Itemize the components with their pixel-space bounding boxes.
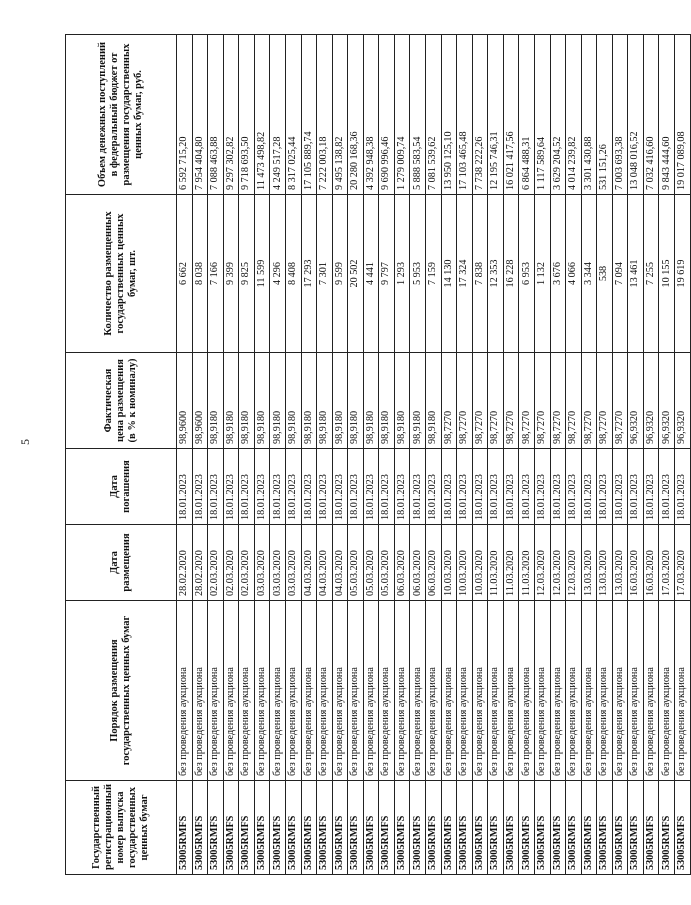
cell-price: 98,9180 <box>332 353 348 449</box>
cell-placement-order: без проведения аукциона <box>441 601 457 781</box>
cell-placement-date: 13.03.2020 <box>612 525 628 601</box>
cell-maturity-date: 18.01.2023 <box>597 449 613 525</box>
cell-reg-number: 53005RMFS <box>643 781 659 875</box>
cell-price: 98,7270 <box>597 353 613 449</box>
cell-quantity: 17 324 <box>457 195 473 353</box>
cell-maturity-date: 18.01.2023 <box>192 449 208 525</box>
cell-quantity: 10 155 <box>659 195 675 353</box>
cell-quantity: 538 <box>597 195 613 353</box>
cell-placement-date: 12.03.2020 <box>534 525 550 601</box>
header-maturity-date: Дата погашения <box>66 449 177 525</box>
cell-reg-number: 53005RMFS <box>394 781 410 875</box>
cell-reg-number: 53005RMFS <box>239 781 255 875</box>
cell-reg-number: 53005RMFS <box>177 781 193 875</box>
cell-proceeds: 9 690 996,46 <box>379 35 395 195</box>
cell-placement-order: без проведения аукциона <box>177 601 193 781</box>
cell-price: 98,9180 <box>254 353 270 449</box>
cell-maturity-date: 18.01.2023 <box>270 449 286 525</box>
cell-maturity-date: 18.01.2023 <box>426 449 442 525</box>
table-row <box>628 35 644 875</box>
cell-reg-number: 53005RMFS <box>192 781 208 875</box>
table-row <box>301 35 317 875</box>
cell-price: 98,9180 <box>301 353 317 449</box>
table-row <box>503 35 519 875</box>
table-row <box>410 35 426 875</box>
cell-placement-date: 03.03.2020 <box>285 525 301 601</box>
cell-proceeds: 17 105 889,74 <box>301 35 317 195</box>
securities-table <box>65 34 691 875</box>
cell-proceeds: 4 014 239,82 <box>566 35 582 195</box>
cell-price: 98,9180 <box>348 353 364 449</box>
cell-price: 98,7270 <box>441 353 457 449</box>
cell-placement-date: 13.03.2020 <box>581 525 597 601</box>
header-quantity: Количество размещенных государственных ценных бумаг, шт. <box>66 195 177 353</box>
cell-maturity-date: 18.01.2023 <box>348 449 364 525</box>
cell-maturity-date: 18.01.2023 <box>239 449 255 525</box>
header-placement-order: Порядок размещения государственных ценных бумаг <box>66 601 177 781</box>
table-row <box>270 35 286 875</box>
cell-proceeds: 20 280 168,36 <box>348 35 364 195</box>
cell-quantity: 4 066 <box>566 195 582 353</box>
cell-placement-date: 03.03.2020 <box>254 525 270 601</box>
cell-placement-order: без проведения аукциона <box>488 601 504 781</box>
rotated-table-container <box>65 35 688 875</box>
cell-placement-order: без проведения аукциона <box>410 601 426 781</box>
cell-quantity: 19 619 <box>675 195 691 353</box>
cell-placement-date: 11.03.2020 <box>488 525 504 601</box>
cell-maturity-date: 18.01.2023 <box>441 449 457 525</box>
cell-placement-order: без проведения аукциона <box>597 601 613 781</box>
cell-reg-number: 53005RMFS <box>270 781 286 875</box>
cell-maturity-date: 18.01.2023 <box>675 449 691 525</box>
cell-price: 98,7270 <box>488 353 504 449</box>
cell-placement-order: без проведения аукциона <box>301 601 317 781</box>
cell-placement-order: без проведения аукциона <box>208 601 224 781</box>
table-row <box>426 35 442 875</box>
cell-quantity: 9 825 <box>239 195 255 353</box>
table-row <box>223 35 239 875</box>
cell-proceeds: 9 495 138,82 <box>332 35 348 195</box>
cell-quantity: 8 408 <box>285 195 301 353</box>
table-row <box>581 35 597 875</box>
cell-price: 98,9180 <box>394 353 410 449</box>
table-row <box>285 35 301 875</box>
cell-quantity: 7 301 <box>317 195 333 353</box>
table-body <box>177 35 691 875</box>
cell-placement-date: 16.03.2020 <box>628 525 644 601</box>
cell-proceeds: 13 048 016,52 <box>628 35 644 195</box>
table-row <box>177 35 193 875</box>
cell-maturity-date: 18.01.2023 <box>208 449 224 525</box>
table-row <box>550 35 566 875</box>
cell-proceeds: 6 592 715,20 <box>177 35 193 195</box>
header-placement-date: Дата размещения <box>66 525 177 601</box>
cell-proceeds: 7 032 416,60 <box>643 35 659 195</box>
table-row <box>457 35 473 875</box>
cell-reg-number: 53005RMFS <box>612 781 628 875</box>
cell-placement-order: без проведения аукциона <box>223 601 239 781</box>
cell-quantity: 14 130 <box>441 195 457 353</box>
cell-quantity: 9 797 <box>379 195 395 353</box>
cell-proceeds: 9 843 444,60 <box>659 35 675 195</box>
cell-price: 98,7270 <box>457 353 473 449</box>
cell-quantity: 12 353 <box>488 195 504 353</box>
cell-placement-date: 04.03.2020 <box>301 525 317 601</box>
cell-placement-order: без проведения аукциона <box>363 601 379 781</box>
cell-price: 98,9180 <box>379 353 395 449</box>
cell-maturity-date: 18.01.2023 <box>379 449 395 525</box>
cell-placement-date: 10.03.2020 <box>441 525 457 601</box>
cell-maturity-date: 18.01.2023 <box>659 449 675 525</box>
cell-proceeds: 7 738 222,26 <box>472 35 488 195</box>
cell-placement-date: 12.03.2020 <box>566 525 582 601</box>
cell-price: 98,9180 <box>239 353 255 449</box>
cell-quantity: 20 502 <box>348 195 364 353</box>
cell-placement-order: без проведения аукциона <box>457 601 473 781</box>
cell-maturity-date: 18.01.2023 <box>550 449 566 525</box>
cell-reg-number: 53005RMFS <box>457 781 473 875</box>
cell-proceeds: 1 117 589,64 <box>534 35 550 195</box>
cell-placement-date: 05.03.2020 <box>379 525 395 601</box>
cell-maturity-date: 18.01.2023 <box>472 449 488 525</box>
cell-placement-date: 28.02.2020 <box>177 525 193 601</box>
cell-quantity: 4 296 <box>270 195 286 353</box>
cell-placement-order: без проведения аукциона <box>675 601 691 781</box>
cell-reg-number: 53005RMFS <box>675 781 691 875</box>
cell-proceeds: 12 195 746,31 <box>488 35 504 195</box>
table-row <box>379 35 395 875</box>
cell-maturity-date: 18.01.2023 <box>503 449 519 525</box>
cell-quantity: 6 662 <box>177 195 193 353</box>
cell-reg-number: 53005RMFS <box>581 781 597 875</box>
cell-placement-order: без проведения аукциона <box>472 601 488 781</box>
cell-placement-date: 11.03.2020 <box>519 525 535 601</box>
cell-maturity-date: 18.01.2023 <box>410 449 426 525</box>
table-row <box>317 35 333 875</box>
table-row <box>519 35 535 875</box>
cell-placement-date: 02.03.2020 <box>223 525 239 601</box>
cell-placement-date: 10.03.2020 <box>472 525 488 601</box>
cell-price: 98,9180 <box>223 353 239 449</box>
cell-placement-date: 28.02.2020 <box>192 525 208 601</box>
cell-proceeds: 11 473 498,82 <box>254 35 270 195</box>
cell-quantity: 9 399 <box>223 195 239 353</box>
cell-placement-order: без проведения аукциона <box>317 601 333 781</box>
cell-placement-date: 04.03.2020 <box>332 525 348 601</box>
cell-reg-number: 53005RMFS <box>254 781 270 875</box>
table-row <box>534 35 550 875</box>
cell-maturity-date: 18.01.2023 <box>177 449 193 525</box>
header-reg-number: Государственный регистрационный номер выпуска государственных ценных бумаг <box>66 781 177 875</box>
table-row <box>488 35 504 875</box>
cell-quantity: 3 344 <box>581 195 597 353</box>
cell-placement-date: 04.03.2020 <box>317 525 333 601</box>
cell-placement-order: без проведения аукциона <box>643 601 659 781</box>
cell-proceeds: 5 888 583,54 <box>410 35 426 195</box>
cell-reg-number: 53005RMFS <box>301 781 317 875</box>
table-row <box>472 35 488 875</box>
cell-placement-date: 16.03.2020 <box>643 525 659 601</box>
cell-maturity-date: 18.01.2023 <box>534 449 550 525</box>
cell-price: 98,7270 <box>534 353 550 449</box>
cell-placement-date: 12.03.2020 <box>550 525 566 601</box>
cell-reg-number: 53005RMFS <box>550 781 566 875</box>
cell-quantity: 5 953 <box>410 195 426 353</box>
cell-proceeds: 9 297 302,82 <box>223 35 239 195</box>
cell-price: 96,9320 <box>628 353 644 449</box>
cell-reg-number: 53005RMFS <box>519 781 535 875</box>
cell-price: 98,9600 <box>177 353 193 449</box>
cell-proceeds: 7 954 404,80 <box>192 35 208 195</box>
table-row <box>675 35 691 875</box>
table-row <box>332 35 348 875</box>
cell-reg-number: 53005RMFS <box>659 781 675 875</box>
cell-maturity-date: 18.01.2023 <box>581 449 597 525</box>
cell-quantity: 7 838 <box>472 195 488 353</box>
table-row <box>348 35 364 875</box>
cell-quantity: 16 228 <box>503 195 519 353</box>
table-row <box>254 35 270 875</box>
cell-proceeds: 531 151,26 <box>597 35 613 195</box>
cell-price: 98,9180 <box>410 353 426 449</box>
cell-maturity-date: 18.01.2023 <box>285 449 301 525</box>
cell-reg-number: 53005RMFS <box>332 781 348 875</box>
cell-placement-date: 05.03.2020 <box>348 525 364 601</box>
cell-price: 98,9180 <box>317 353 333 449</box>
cell-placement-order: без проведения аукциона <box>519 601 535 781</box>
cell-maturity-date: 18.01.2023 <box>488 449 504 525</box>
table-row <box>192 35 208 875</box>
cell-maturity-date: 18.01.2023 <box>519 449 535 525</box>
cell-maturity-date: 18.01.2023 <box>363 449 379 525</box>
cell-placement-order: без проведения аукциона <box>254 601 270 781</box>
header-price: Фактическая цена размещения (в % к номиналу) <box>66 353 177 449</box>
cell-reg-number: 53005RMFS <box>472 781 488 875</box>
table-row <box>659 35 675 875</box>
table-row <box>612 35 628 875</box>
cell-proceeds: 13 950 125,10 <box>441 35 457 195</box>
cell-proceeds: 7 222 003,18 <box>317 35 333 195</box>
cell-proceeds: 8 317 025,44 <box>285 35 301 195</box>
cell-reg-number: 53005RMFS <box>441 781 457 875</box>
cell-proceeds: 7 088 463,88 <box>208 35 224 195</box>
header-proceeds: Объем денежных поступлений в федеральный бюджет от размещения государственных ценных бумаг, руб. <box>66 35 177 195</box>
cell-placement-order: без проведения аукциона <box>628 601 644 781</box>
cell-quantity: 11 599 <box>254 195 270 353</box>
cell-reg-number: 53005RMFS <box>223 781 239 875</box>
cell-maturity-date: 18.01.2023 <box>394 449 410 525</box>
cell-proceeds: 3 301 430,88 <box>581 35 597 195</box>
cell-placement-date: 06.03.2020 <box>426 525 442 601</box>
cell-proceeds: 4 392 948,38 <box>363 35 379 195</box>
cell-price: 98,7270 <box>472 353 488 449</box>
cell-quantity: 6 953 <box>519 195 535 353</box>
cell-placement-order: без проведения аукциона <box>426 601 442 781</box>
cell-reg-number: 53005RMFS <box>426 781 442 875</box>
table-row <box>441 35 457 875</box>
cell-placement-order: без проведения аукциона <box>659 601 675 781</box>
cell-price: 98,9180 <box>426 353 442 449</box>
cell-quantity: 7 255 <box>643 195 659 353</box>
table-row <box>208 35 224 875</box>
cell-placement-order: без проведения аукциона <box>332 601 348 781</box>
cell-reg-number: 53005RMFS <box>379 781 395 875</box>
cell-placement-order: без проведения аукциона <box>379 601 395 781</box>
cell-placement-order: без проведения аукциона <box>612 601 628 781</box>
cell-reg-number: 53005RMFS <box>348 781 364 875</box>
cell-quantity: 3 676 <box>550 195 566 353</box>
cell-placement-order: без проведения аукциона <box>270 601 286 781</box>
cell-proceeds: 7 081 539,62 <box>426 35 442 195</box>
cell-maturity-date: 18.01.2023 <box>301 449 317 525</box>
cell-reg-number: 53005RMFS <box>628 781 644 875</box>
cell-placement-date: 06.03.2020 <box>394 525 410 601</box>
cell-price: 98,9600 <box>192 353 208 449</box>
cell-maturity-date: 18.01.2023 <box>643 449 659 525</box>
cell-maturity-date: 18.01.2023 <box>628 449 644 525</box>
table-header-row <box>66 35 177 875</box>
cell-quantity: 7 159 <box>426 195 442 353</box>
cell-price: 98,7270 <box>519 353 535 449</box>
cell-price: 96,9320 <box>643 353 659 449</box>
cell-price: 98,7270 <box>503 353 519 449</box>
cell-placement-order: без проведения аукциона <box>534 601 550 781</box>
cell-maturity-date: 18.01.2023 <box>254 449 270 525</box>
cell-maturity-date: 18.01.2023 <box>332 449 348 525</box>
cell-placement-order: без проведения аукциона <box>192 601 208 781</box>
table-row <box>363 35 379 875</box>
cell-placement-order: без проведения аукциона <box>503 601 519 781</box>
cell-maturity-date: 18.01.2023 <box>457 449 473 525</box>
cell-maturity-date: 18.01.2023 <box>566 449 582 525</box>
cell-placement-date: 03.03.2020 <box>270 525 286 601</box>
cell-proceeds: 1 279 009,74 <box>394 35 410 195</box>
cell-quantity: 17 293 <box>301 195 317 353</box>
cell-quantity: 8 038 <box>192 195 208 353</box>
cell-placement-order: без проведения аукциона <box>550 601 566 781</box>
cell-reg-number: 53005RMFS <box>488 781 504 875</box>
cell-maturity-date: 18.01.2023 <box>317 449 333 525</box>
cell-proceeds: 17 103 465,48 <box>457 35 473 195</box>
cell-proceeds: 9 718 693,50 <box>239 35 255 195</box>
cell-placement-order: без проведения аукциона <box>394 601 410 781</box>
cell-proceeds: 16 021 417,56 <box>503 35 519 195</box>
cell-price: 98,9180 <box>363 353 379 449</box>
cell-quantity: 7 166 <box>208 195 224 353</box>
cell-quantity: 9 599 <box>332 195 348 353</box>
cell-placement-date: 17.03.2020 <box>659 525 675 601</box>
cell-placement-date: 10.03.2020 <box>457 525 473 601</box>
cell-proceeds: 3 629 204,52 <box>550 35 566 195</box>
table-row <box>566 35 582 875</box>
cell-maturity-date: 18.01.2023 <box>612 449 628 525</box>
cell-quantity: 7 094 <box>612 195 628 353</box>
cell-placement-order: без проведения аукциона <box>239 601 255 781</box>
table-row <box>394 35 410 875</box>
cell-reg-number: 53005RMFS <box>566 781 582 875</box>
cell-quantity: 4 441 <box>363 195 379 353</box>
cell-proceeds: 7 003 693,38 <box>612 35 628 195</box>
cell-reg-number: 53005RMFS <box>503 781 519 875</box>
table-row <box>643 35 659 875</box>
cell-price: 98,7270 <box>612 353 628 449</box>
cell-proceeds: 19 017 089,08 <box>675 35 691 195</box>
cell-reg-number: 53005RMFS <box>363 781 379 875</box>
cell-reg-number: 53005RMFS <box>410 781 426 875</box>
cell-price: 96,9320 <box>659 353 675 449</box>
cell-proceeds: 4 249 517,28 <box>270 35 286 195</box>
cell-placement-date: 06.03.2020 <box>410 525 426 601</box>
cell-placement-date: 11.03.2020 <box>503 525 519 601</box>
cell-placement-order: без проведения аукциона <box>348 601 364 781</box>
cell-reg-number: 53005RMFS <box>208 781 224 875</box>
cell-reg-number: 53005RMFS <box>317 781 333 875</box>
cell-placement-date: 05.03.2020 <box>363 525 379 601</box>
cell-price: 98,7270 <box>550 353 566 449</box>
cell-placement-date: 02.03.2020 <box>239 525 255 601</box>
cell-maturity-date: 18.01.2023 <box>223 449 239 525</box>
table-row <box>239 35 255 875</box>
cell-price: 98,9180 <box>208 353 224 449</box>
cell-reg-number: 53005RMFS <box>285 781 301 875</box>
cell-placement-order: без проведения аукциона <box>566 601 582 781</box>
cell-reg-number: 53005RMFS <box>597 781 613 875</box>
cell-price: 98,7270 <box>566 353 582 449</box>
table-row <box>597 35 613 875</box>
cell-quantity: 1 132 <box>534 195 550 353</box>
cell-reg-number: 53005RMFS <box>534 781 550 875</box>
cell-price: 98,9180 <box>270 353 286 449</box>
cell-quantity: 13 461 <box>628 195 644 353</box>
cell-price: 98,7270 <box>581 353 597 449</box>
cell-proceeds: 6 864 488,31 <box>519 35 535 195</box>
cell-placement-date: 02.03.2020 <box>208 525 224 601</box>
cell-price: 98,9180 <box>285 353 301 449</box>
cell-price: 96,9320 <box>675 353 691 449</box>
cell-quantity: 1 293 <box>394 195 410 353</box>
cell-placement-order: без проведения аукциона <box>285 601 301 781</box>
cell-placement-date: 17.03.2020 <box>675 525 691 601</box>
page-number: 5 <box>18 439 32 445</box>
cell-placement-order: без проведения аукциона <box>581 601 597 781</box>
cell-placement-date: 13.03.2020 <box>597 525 613 601</box>
